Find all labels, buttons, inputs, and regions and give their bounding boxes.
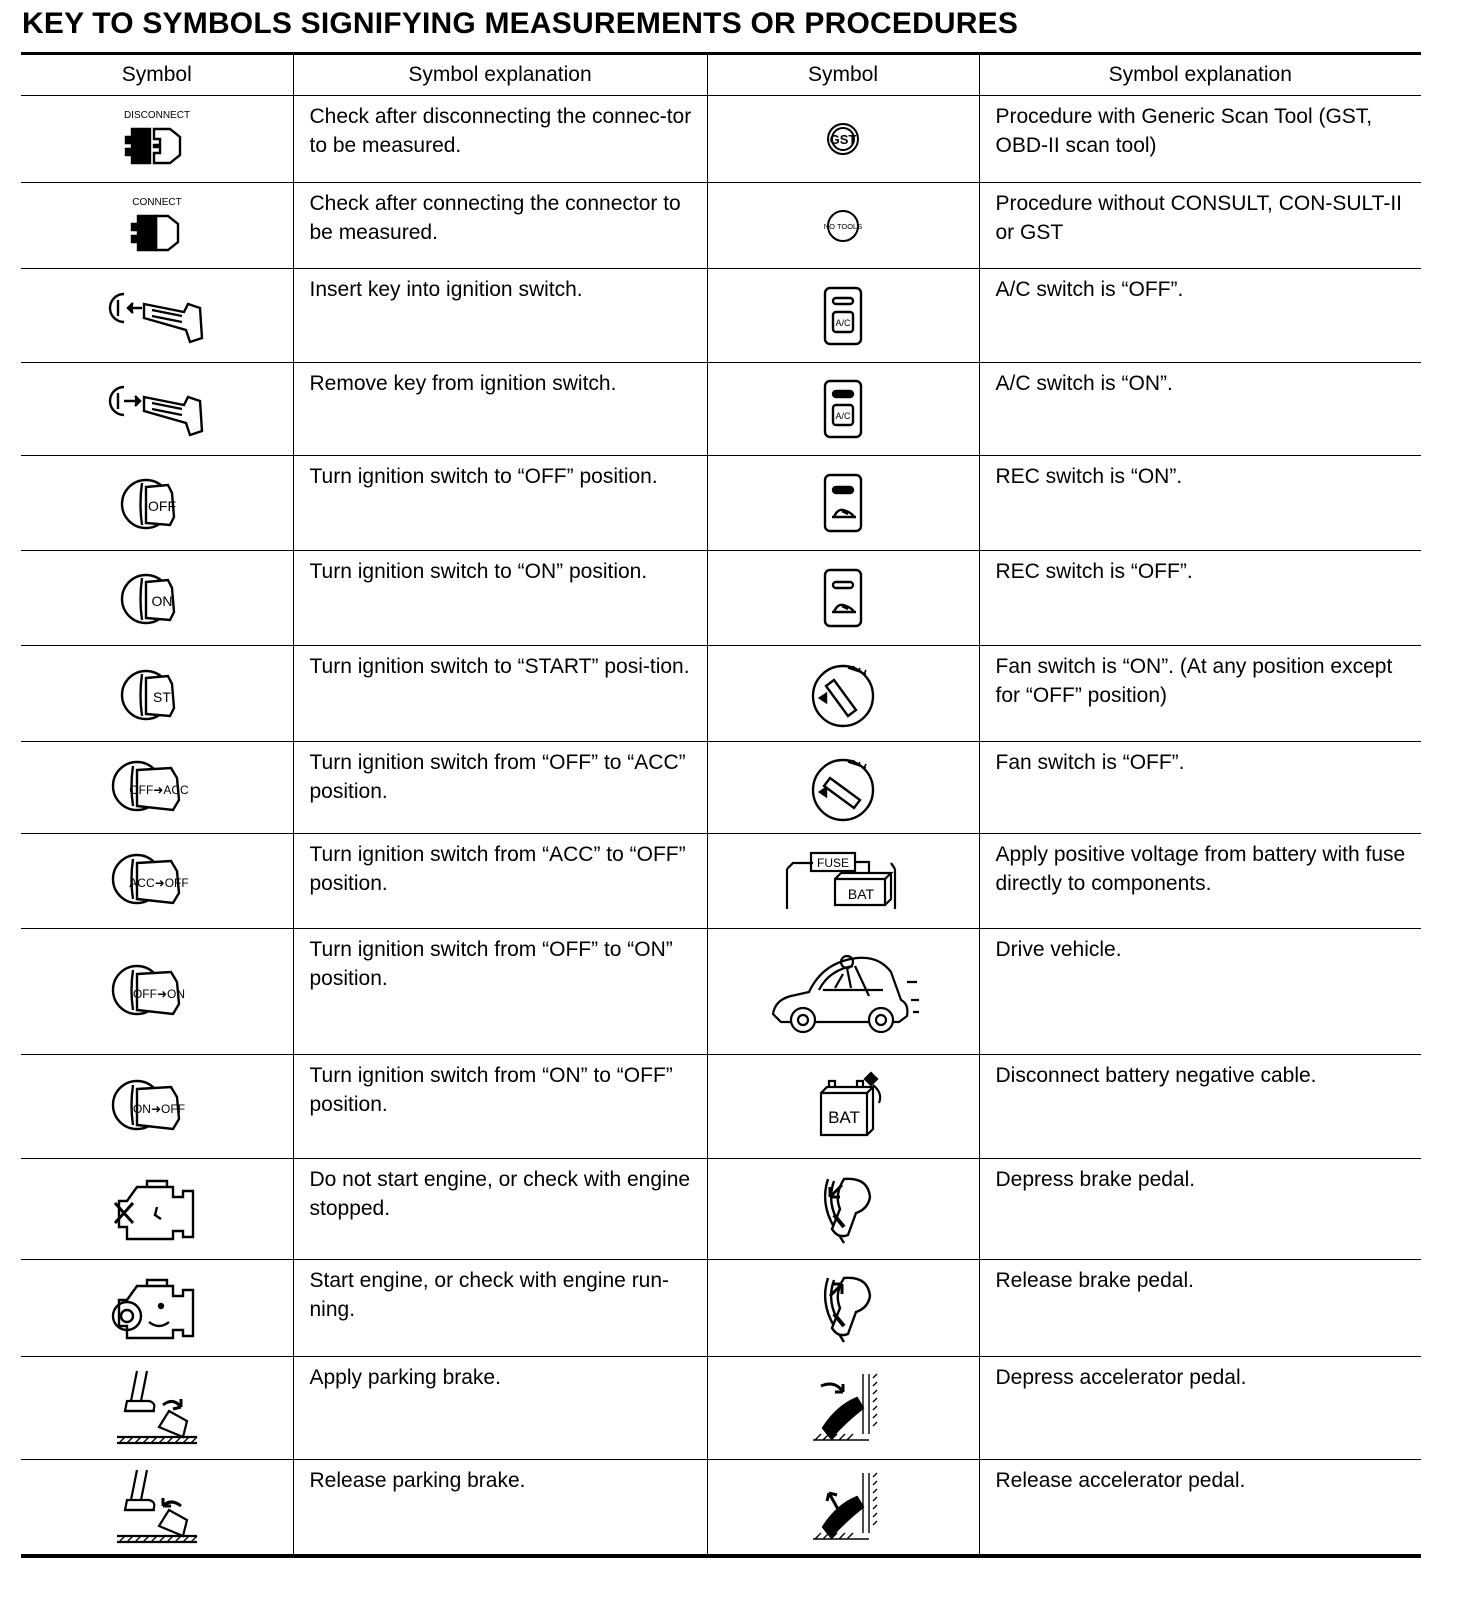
symbol-explanation: Depress brake pedal. [979, 1159, 1421, 1260]
table-row [21, 363, 1421, 456]
symbol-cell [21, 646, 293, 742]
fan-switch-on-icon [708, 658, 979, 730]
insert-key-icon [21, 284, 293, 348]
header-symbol-explanation: Symbol explanation [293, 54, 707, 96]
no-tools-icon [708, 206, 979, 246]
svg-text:CONNECT: CONNECT [132, 196, 182, 208]
symbol-explanation: Turn ignition switch from “ACC” to “OFF” position. [293, 834, 707, 929]
symbol-cell [21, 1055, 293, 1159]
svg-text:DISCONNECT: DISCONNECT [123, 110, 190, 121]
ignition-off-icon [21, 471, 293, 535]
fuse-battery-icon [708, 849, 979, 913]
depress-brake-pedal-icon [708, 1171, 979, 1247]
symbol-cell [707, 929, 979, 1055]
symbol-explanation: Remove key from ignition switch. [293, 363, 707, 456]
symbol-cell [21, 1159, 293, 1260]
ignition-on-icon [21, 566, 293, 630]
apply-parking-brake-icon [21, 1367, 293, 1449]
table-row [21, 1357, 1421, 1460]
release-accelerator-icon [708, 1469, 979, 1545]
symbol-cell [707, 1460, 979, 1556]
symbol-cell [21, 1460, 293, 1556]
symbol-explanation: Procedure with Generic Scan Tool (GST, OBD-II scan tool) [979, 96, 1421, 183]
symbol-cell [707, 742, 979, 834]
ac-switch-off-icon [708, 284, 979, 348]
symbol-cell [21, 96, 293, 183]
symbol-cell [21, 1260, 293, 1357]
fan-switch-off-icon [708, 752, 979, 824]
remove-key-icon [21, 377, 293, 441]
connect-connector-icon [21, 194, 293, 258]
table-row [21, 1055, 1421, 1159]
svg-text:OFF➜ON: OFF➜ON [132, 986, 185, 1001]
engine-stopped-icon [21, 1173, 293, 1245]
symbol-explanation: Disconnect battery negative cable. [979, 1055, 1421, 1159]
symbol-explanation: Turn ignition switch to “OFF” position. [293, 456, 707, 551]
symbol-key-table [21, 52, 1421, 1558]
rec-switch-on-icon [708, 471, 979, 535]
page-title: KEY TO SYMBOLS SIGNIFYING MEASUREMENTS OR PROCEDURES [22, 7, 1019, 40]
depress-accelerator-icon [708, 1370, 979, 1446]
table-row [21, 742, 1421, 834]
symbol-cell [707, 1055, 979, 1159]
table-row [21, 96, 1421, 183]
symbol-cell [707, 183, 979, 269]
symbol-explanation: Depress accelerator pedal. [979, 1357, 1421, 1460]
svg-text:BAT: BAT [847, 886, 875, 902]
table-row [21, 929, 1421, 1055]
battery-disconnect-icon [708, 1071, 979, 1143]
svg-text:ST: ST [152, 688, 171, 705]
symbol-cell [21, 269, 293, 363]
symbol-explanation: Fan switch is “ON”. (At any position except for “OFF” position) [979, 646, 1421, 742]
symbol-explanation: Release parking brake. [293, 1460, 707, 1556]
symbol-explanation: Turn ignition switch from “OFF” to “ACC” position. [293, 742, 707, 834]
symbol-explanation: Apply positive voltage from battery with fuse directly to components. [979, 834, 1421, 929]
release-parking-brake-icon [21, 1466, 293, 1548]
table-row [21, 646, 1421, 742]
drive-vehicle-icon [708, 942, 979, 1042]
ignition-on-to-off-icon [21, 1075, 293, 1139]
table-row [21, 551, 1421, 646]
table-row [21, 456, 1421, 551]
symbol-explanation: Turn ignition switch to “START” posi-tion. [293, 646, 707, 742]
rec-switch-off-icon [708, 566, 979, 630]
symbol-cell [707, 551, 979, 646]
svg-text:ON➜OFF: ON➜OFF [132, 1101, 185, 1116]
ac-switch-on-icon [708, 377, 979, 441]
symbol-explanation: Turn ignition switch to “ON” position. [293, 551, 707, 646]
gst-icon [708, 119, 979, 159]
engine-running-icon [21, 1272, 293, 1344]
symbol-explanation: Procedure without CONSULT, CON-SULT-II or GST [979, 183, 1421, 269]
table-row [21, 1260, 1421, 1357]
disconnect-connector-icon [21, 107, 293, 171]
ignition-off-to-acc-icon [21, 756, 293, 820]
symbol-cell [707, 1357, 979, 1460]
symbol-cell [21, 834, 293, 929]
svg-text:GST: GST [829, 132, 857, 147]
symbol-cell [21, 183, 293, 269]
ignition-off-to-on-icon [21, 960, 293, 1024]
header-symbol: Symbol [707, 54, 979, 96]
symbol-explanation: A/C switch is “ON”. [979, 363, 1421, 456]
symbol-explanation: Apply parking brake. [293, 1357, 707, 1460]
symbol-cell [707, 1159, 979, 1260]
symbol-cell [21, 456, 293, 551]
symbol-explanation: REC switch is “ON”. [979, 456, 1421, 551]
symbol-cell [707, 834, 979, 929]
table-row [21, 1159, 1421, 1260]
symbol-explanation: Release accelerator pedal. [979, 1460, 1421, 1556]
svg-text:OFF: OFF [147, 498, 176, 514]
symbol-explanation: Drive vehicle. [979, 929, 1421, 1055]
symbol-explanation: Turn ignition switch from “OFF” to “ON” position. [293, 929, 707, 1055]
ignition-acc-to-off-icon [21, 849, 293, 913]
header-symbol-explanation: Symbol explanation [979, 54, 1421, 96]
table-header-row [21, 54, 1421, 96]
svg-text:OFF➜ACC: OFF➜ACC [129, 782, 189, 797]
symbol-cell [707, 456, 979, 551]
svg-text:ON: ON [151, 593, 173, 609]
symbol-explanation: REC switch is “OFF”. [979, 551, 1421, 646]
svg-text:BAT: BAT [828, 1107, 860, 1127]
symbol-cell [21, 551, 293, 646]
symbol-cell [21, 929, 293, 1055]
svg-text:FUSE: FUSE [816, 856, 850, 870]
table-row [21, 834, 1421, 929]
svg-text:A/C: A/C [835, 317, 851, 328]
symbol-explanation: Do not start engine, or check with engine stopped. [293, 1159, 707, 1260]
symbol-cell [707, 96, 979, 183]
symbol-cell [707, 1260, 979, 1357]
symbol-cell [21, 1357, 293, 1460]
symbol-cell [21, 363, 293, 456]
symbol-explanation: Check after connecting the connector to be measured. [293, 183, 707, 269]
svg-text:A/C: A/C [835, 411, 851, 421]
svg-text:ACC➜OFF: ACC➜OFF [129, 876, 189, 890]
symbol-cell [707, 363, 979, 456]
release-brake-pedal-icon [708, 1270, 979, 1346]
symbol-explanation: A/C switch is “OFF”. [979, 269, 1421, 363]
symbol-explanation: Check after disconnecting the connec-tor to be measured. [293, 96, 707, 183]
symbol-explanation: Fan switch is “OFF”. [979, 742, 1421, 834]
symbol-cell [21, 742, 293, 834]
symbol-cell [707, 269, 979, 363]
table-row [21, 183, 1421, 269]
symbol-explanation: Release brake pedal. [979, 1260, 1421, 1357]
table-row [21, 269, 1421, 363]
symbol-explanation: Start engine, or check with engine run-ning. [293, 1260, 707, 1357]
symbol-explanation: Insert key into ignition switch. [293, 269, 707, 363]
table-row [21, 1460, 1421, 1556]
ignition-start-icon [21, 662, 293, 726]
symbol-explanation: Turn ignition switch from “ON” to “OFF” position. [293, 1055, 707, 1159]
symbol-cell [707, 646, 979, 742]
header-symbol: Symbol [21, 54, 293, 96]
svg-text:NO TOOLS: NO TOOLS [823, 221, 863, 231]
